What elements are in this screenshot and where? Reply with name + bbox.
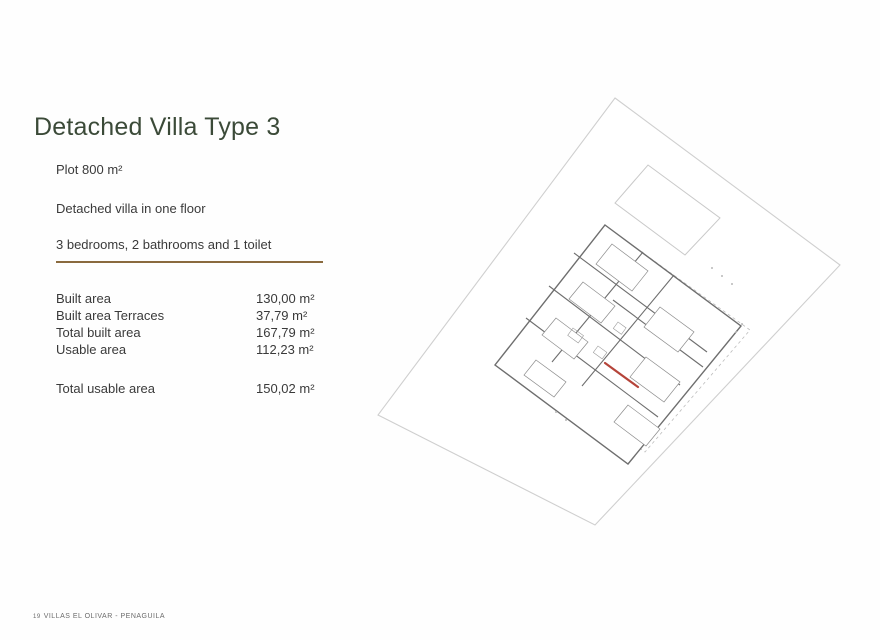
area-label: Total built area bbox=[56, 325, 141, 340]
area-label: Usable area bbox=[56, 342, 127, 357]
areas-table bbox=[56, 290, 346, 397]
table-row-total bbox=[56, 380, 346, 397]
area-value: 167,79 m² bbox=[256, 325, 315, 340]
total-usable-value: 150,02 m² bbox=[256, 381, 315, 396]
footer-text: VILLAS EL OLIVAR - PENAGUILA bbox=[43, 613, 166, 620]
table-row bbox=[56, 307, 346, 324]
table-row bbox=[56, 290, 346, 307]
area-value: 37,79 m² bbox=[256, 308, 308, 323]
floor-plan-illustration bbox=[360, 60, 860, 580]
page-title: Detached Villa Type 3 bbox=[34, 112, 281, 141]
area-label: Built area bbox=[56, 291, 111, 306]
area-value: 112,23 m² bbox=[256, 342, 314, 357]
divider-rule bbox=[56, 261, 323, 263]
villa-description-text: Detached villa in one floor bbox=[56, 201, 206, 216]
area-value: 130,00 m² bbox=[256, 291, 315, 306]
table-row bbox=[56, 341, 346, 358]
table-row bbox=[56, 324, 346, 341]
page-number: 19 bbox=[33, 614, 41, 620]
rooms-description-text: 3 bedrooms, 2 bathrooms and 1 toilet bbox=[56, 237, 272, 252]
plot-size-text: Plot 800 m² bbox=[56, 162, 123, 177]
area-label: Built area Terraces bbox=[56, 308, 165, 323]
footer bbox=[33, 613, 165, 620]
total-usable-label: Total usable area bbox=[56, 381, 156, 396]
